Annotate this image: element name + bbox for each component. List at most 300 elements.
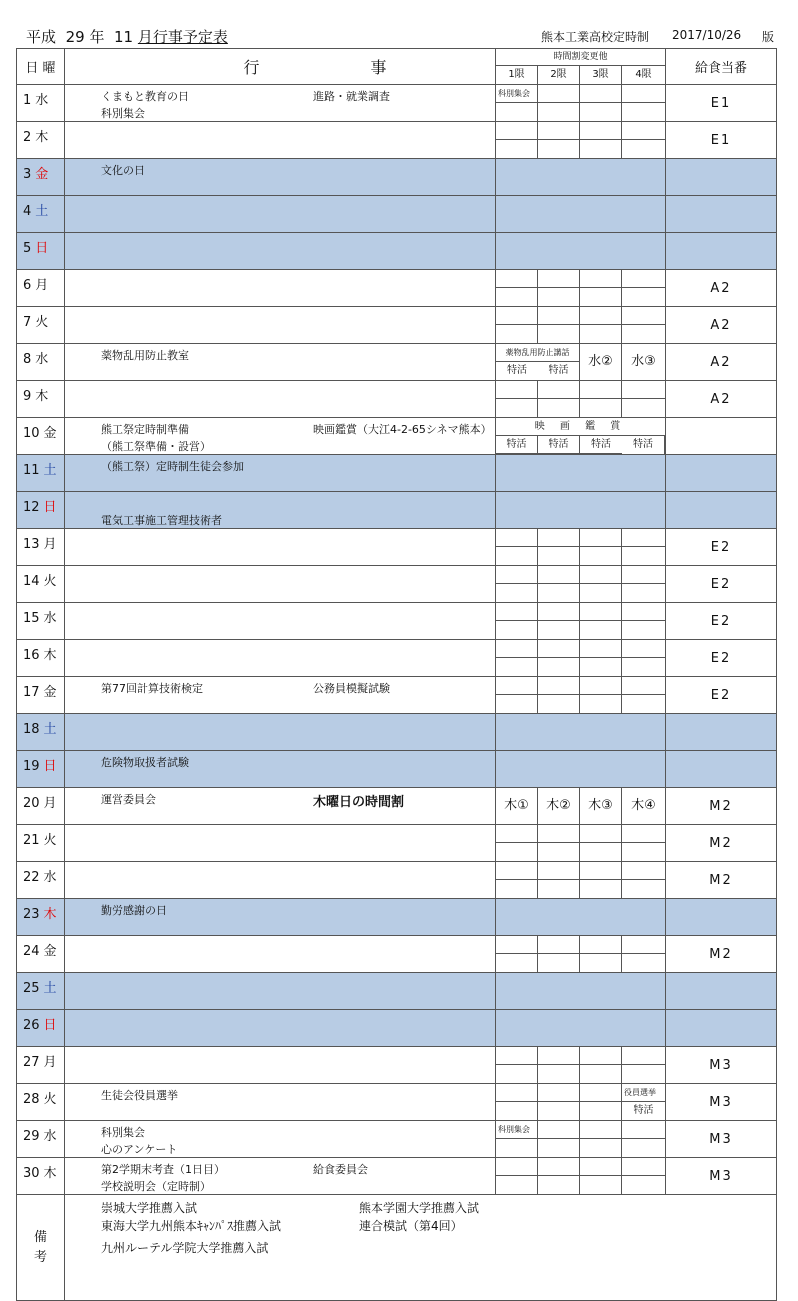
event-header-char-2: 事: [370, 58, 387, 77]
period-cell: [538, 862, 580, 880]
timetable-cell: [496, 899, 666, 936]
period-cell: [538, 1158, 580, 1176]
event-line-1: 薬物乱用防止教室: [101, 349, 189, 362]
period-cell: [496, 880, 538, 898]
period-cell: [622, 584, 665, 602]
biko-item: 崇城大学推薦入試: [101, 1201, 198, 1215]
period-cell: [496, 954, 538, 972]
weekday: 木: [35, 130, 49, 145]
day-number: 30: [23, 1166, 40, 1181]
timetable-cell: [496, 529, 666, 566]
period-cell: [580, 1121, 622, 1139]
day-cell: [17, 196, 65, 233]
day-cell: [17, 1084, 65, 1121]
period-cell: 特活: [580, 436, 622, 454]
day-cell: [17, 492, 65, 529]
event-column-header: [65, 49, 496, 85]
period-cell: 木①: [496, 788, 538, 824]
lunch-duty-cell: E2: [666, 677, 777, 714]
period-cell: 科別集会: [496, 1121, 538, 1139]
day-number: 19: [23, 759, 40, 774]
event-line-2: 電気工事施工管理技術者: [101, 514, 222, 527]
lunch-duty-cell: M2: [666, 936, 777, 973]
period-cell: 特活: [507, 365, 527, 376]
lunch-duty-cell: [666, 159, 777, 196]
period-cell: [580, 1065, 622, 1083]
timetable-cell: [496, 418, 666, 455]
period-cell: [580, 843, 622, 861]
event-line-1: 危険物取扱者試験: [101, 756, 189, 769]
lunch-duty-cell: M3: [666, 1121, 777, 1158]
period-cell: [622, 1158, 665, 1176]
day-number: 3: [23, 167, 32, 182]
day-number: 11: [23, 463, 40, 478]
table-row: [17, 85, 777, 122]
event-cell: [65, 566, 496, 603]
period-cell: [538, 843, 580, 861]
day-cell: [17, 714, 65, 751]
period-cell: [580, 954, 622, 972]
period-cell: [622, 880, 665, 898]
table-row: [17, 973, 777, 1010]
period-cell: [496, 399, 538, 417]
weekday: 月: [43, 537, 57, 552]
period-cell: [580, 825, 622, 843]
weekday: 水: [43, 611, 57, 626]
event-line-2: （熊工祭準備・設営）: [101, 440, 211, 453]
period-cell: [496, 1084, 538, 1102]
year-unit: 年: [89, 28, 105, 46]
day-number: 22: [23, 870, 40, 885]
day-number: 15: [23, 611, 40, 626]
weekday: 金: [35, 167, 49, 182]
weekday: 金: [43, 944, 57, 959]
day-cell: [17, 85, 65, 122]
table-row: [17, 1158, 777, 1195]
day-column-header: 日 曜: [17, 49, 65, 85]
event-line-1: くまもと教育の日: [101, 90, 189, 103]
period-cell: [622, 677, 665, 695]
biko-item: 九州ルーテル学院大学推薦入試: [101, 1241, 269, 1255]
weekday: 日: [43, 500, 57, 515]
period-cell: [622, 529, 665, 547]
timetable-cell: [496, 196, 666, 233]
day-number: 21: [23, 833, 40, 848]
period-headers: [496, 66, 665, 84]
event-line-1: 生徒会役員選挙: [101, 1089, 178, 1102]
table-row: [17, 640, 777, 677]
period-cell: [622, 825, 665, 843]
period-cell: [580, 603, 622, 621]
period-cell: [538, 103, 580, 121]
page-title: [26, 26, 228, 47]
period-cell: [580, 288, 622, 306]
lunch-duty-cell: A2: [666, 270, 777, 307]
day-cell: [17, 381, 65, 418]
table-row: [17, 1010, 777, 1047]
timetable-cell: [496, 1047, 666, 1084]
day-number: 29: [23, 1129, 40, 1144]
table-row: [17, 344, 777, 381]
day-cell: [17, 603, 65, 640]
event-cell: [65, 492, 496, 529]
day-cell: [17, 1121, 65, 1158]
timetable-cell: [496, 85, 666, 122]
day-cell: [17, 640, 65, 677]
period-cell: [580, 547, 622, 565]
period-cell: 映 画 鑑 賞: [496, 418, 665, 436]
day-cell: [17, 1158, 65, 1195]
timetable-column-header: [496, 49, 666, 85]
timetable-cell: [496, 492, 666, 529]
weekday: 土: [43, 463, 57, 478]
period-cell: 木③: [580, 788, 622, 824]
period-cell: [496, 584, 538, 602]
lunch-duty-cell: [666, 751, 777, 788]
weekday: 月: [43, 1055, 57, 1070]
period-cell: [538, 1084, 580, 1102]
event-cell: [65, 973, 496, 1010]
day-number: 23: [23, 907, 40, 922]
period-cell: [622, 695, 665, 713]
weekday: 木: [43, 648, 57, 663]
period-cell: [538, 1047, 580, 1065]
timetable-cell: [496, 1084, 666, 1121]
event-right-1: 公務員模擬試験: [313, 682, 390, 695]
period-cell: [580, 584, 622, 602]
table-row: [17, 270, 777, 307]
table-row: [17, 788, 777, 825]
event-cell: [65, 270, 496, 307]
timetable-cell: [496, 270, 666, 307]
day-cell: [17, 1047, 65, 1084]
weekday: 火: [43, 833, 57, 848]
day-cell: [17, 418, 65, 455]
period-cell: 水②: [580, 344, 622, 380]
period-cell: 特活: [496, 436, 538, 454]
weekday: 土: [43, 722, 57, 737]
event-right-1: 進路・就業調査: [313, 90, 390, 103]
table-row: [17, 196, 777, 233]
period-cell: [622, 1065, 665, 1083]
weekday: 金: [43, 426, 57, 441]
lunch-duty-cell: [666, 233, 777, 270]
period-cell: [496, 825, 538, 843]
table-row: [17, 825, 777, 862]
period-cell: 木④: [631, 798, 656, 813]
period-cell: [496, 936, 538, 954]
event-cell: [65, 714, 496, 751]
period-cell: [622, 140, 665, 158]
year-value: 29: [65, 28, 85, 46]
period-cell: [538, 529, 580, 547]
period-cell: [496, 103, 538, 121]
lunch-duty-cell: E2: [666, 566, 777, 603]
period-cell: [580, 103, 622, 121]
table-row: [17, 677, 777, 714]
event-cell: [65, 529, 496, 566]
period-cell: [538, 288, 580, 306]
day-number: 9: [23, 389, 32, 404]
period-cell: [580, 621, 622, 639]
day-number: 16: [23, 648, 40, 663]
day-number: 10: [23, 426, 40, 441]
period-cell: [538, 695, 580, 713]
weekday: 水: [35, 93, 49, 108]
lunch-duty-cell: [666, 196, 777, 233]
table-row: [17, 714, 777, 751]
period-cell: [622, 122, 665, 140]
period-cell: 特活: [633, 1105, 654, 1116]
period-cell: [496, 677, 538, 695]
period-cell: [580, 529, 622, 547]
period-cell: [496, 547, 538, 565]
timetable-cell: [496, 973, 666, 1010]
period-cell: [538, 603, 580, 621]
table-row: [17, 1047, 777, 1084]
lunch-duty-cell: A2: [666, 381, 777, 418]
day-cell: [17, 159, 65, 196]
period-cell: [538, 381, 580, 399]
event-line-2: 学校説明会（定時制）: [101, 1180, 211, 1193]
period-cell: [580, 1176, 622, 1194]
period-cell: [496, 140, 538, 158]
table-row: [17, 122, 777, 159]
period-cell: [622, 1047, 665, 1065]
period-cell: [622, 1139, 665, 1157]
day-cell: [17, 233, 65, 270]
period-cell: [496, 1047, 538, 1065]
period-cell: [580, 695, 622, 713]
period-cell: [538, 1065, 580, 1083]
period-cell: [538, 1121, 580, 1139]
period-cell: [580, 880, 622, 898]
timetable-cell: [496, 122, 666, 159]
event-cell: [65, 677, 496, 714]
timetable-cell: [496, 936, 666, 973]
weekday: 水: [35, 352, 49, 367]
lunch-duty-cell: [666, 899, 777, 936]
timetable-header-label: 時間割変更他: [496, 50, 665, 66]
period-cell: [496, 1176, 538, 1194]
period-cell: [622, 103, 665, 121]
period-cell: [538, 399, 580, 417]
period-cell: [496, 529, 538, 547]
table-row: [17, 1084, 777, 1121]
period-cell: [580, 640, 622, 658]
period-cell: [580, 677, 622, 695]
table-row: [17, 566, 777, 603]
day-cell: [17, 862, 65, 899]
period-cell: [622, 1121, 665, 1139]
period-cell: 役員選挙: [622, 1084, 665, 1102]
lunch-duty-cell: [666, 455, 777, 492]
period-cell: [580, 936, 622, 954]
timetable-cell: [496, 344, 666, 381]
period-cell: [622, 603, 665, 621]
biko-item: 連合模試（第4回）: [359, 1219, 463, 1233]
lunch-duty-cell: E2: [666, 529, 777, 566]
period-cell: [496, 1158, 538, 1176]
lunch-duty-cell: [666, 492, 777, 529]
period-cell: [496, 695, 538, 713]
timetable-cell: [496, 1158, 666, 1195]
weekday: 月: [35, 278, 49, 293]
period-cell: 特活: [538, 436, 580, 454]
weekday: 木: [35, 389, 49, 404]
period-cell: [538, 307, 580, 325]
version-label: 版: [762, 30, 775, 44]
event-cell: [65, 196, 496, 233]
weekday: 火: [43, 1092, 57, 1107]
lunch-duty-cell: A2: [666, 307, 777, 344]
event-cell: [65, 603, 496, 640]
day-number: 28: [23, 1092, 40, 1107]
page-header: [0, 0, 798, 46]
table-row: [17, 492, 777, 529]
weekday: 土: [35, 204, 49, 219]
issue-date: 2017/10/26: [672, 28, 742, 42]
day-cell: [17, 788, 65, 825]
day-number: 26: [23, 1018, 40, 1033]
event-cell: [65, 1121, 496, 1158]
day-cell: [17, 344, 65, 381]
timetable-cell: [496, 825, 666, 862]
event-cell: [65, 159, 496, 196]
period-cell: [538, 566, 580, 584]
period-cell: [580, 1139, 622, 1157]
lunch-duty-cell: A2: [666, 344, 777, 381]
event-header-char-1: 行: [243, 58, 260, 77]
event-cell: [65, 418, 496, 455]
lunch-duty-cell: M3: [666, 1158, 777, 1195]
timetable-cell: [496, 233, 666, 270]
title-text: 月行事予定表: [137, 28, 228, 46]
weekday: 月: [43, 796, 57, 811]
weekday: 土: [43, 981, 57, 996]
weekday: 日: [43, 759, 57, 774]
event-line-1: 第77回計算技術検定: [101, 682, 203, 695]
table-row: [17, 529, 777, 566]
weekday: 木: [43, 907, 57, 922]
day-cell: [17, 270, 65, 307]
day-number: 1: [23, 93, 32, 108]
period-4-header: 4限: [635, 68, 652, 80]
event-cell: [65, 1047, 496, 1084]
day-cell: [17, 307, 65, 344]
day-cell: [17, 936, 65, 973]
period-cell: [622, 862, 665, 880]
day-number: 6: [23, 278, 32, 293]
biko-row: [17, 1195, 777, 1301]
period-cell: [622, 547, 665, 565]
event-line-1: （熊工祭）定時制生徒会参加: [101, 460, 244, 473]
period-cell: [496, 843, 538, 861]
day-number: 27: [23, 1055, 40, 1070]
day-number: 7: [23, 315, 32, 330]
lunch-duty-cell: E2: [666, 603, 777, 640]
day-number: 12: [23, 500, 40, 515]
period-cell: [538, 880, 580, 898]
timetable-cell: [496, 566, 666, 603]
period-cell: [538, 547, 580, 565]
period-cell: [580, 399, 622, 417]
event-cell: [65, 307, 496, 344]
event-line-2: 科別集会: [101, 107, 145, 120]
period-cell: [622, 399, 665, 417]
period-cell: [538, 1176, 580, 1194]
event-right-1: 映画鑑賞（大江4-2-65シネマ熊本）: [313, 423, 492, 436]
day-number: 2: [23, 130, 32, 145]
event-cell: [65, 936, 496, 973]
period-cell: [538, 677, 580, 695]
day-number: 25: [23, 981, 40, 996]
event-cell: [65, 825, 496, 862]
weekday: 火: [35, 315, 49, 330]
period-cell: [622, 843, 665, 861]
period-cell: [538, 936, 580, 954]
table-row: [17, 751, 777, 788]
period-cell: [496, 381, 538, 399]
event-right-1: 給食委員会: [313, 1163, 368, 1176]
period-cell: [496, 1139, 538, 1157]
event-cell: [65, 122, 496, 159]
period-cell: [496, 288, 538, 306]
event-cell: [65, 899, 496, 936]
timetable-cell: [496, 640, 666, 677]
period-cell: [622, 621, 665, 639]
period-cell: [580, 307, 622, 325]
period-cell: [580, 381, 622, 399]
day-number: 20: [23, 796, 40, 811]
period-cell: [538, 140, 580, 158]
day-number: 24: [23, 944, 40, 959]
lunch-duty-cell: M2: [666, 825, 777, 862]
period-cell: [538, 621, 580, 639]
period-cell: 特活: [538, 362, 580, 380]
table-row: [17, 899, 777, 936]
table-row: [17, 936, 777, 973]
lunch-duty-cell: M2: [666, 862, 777, 899]
period-cell: 科別集会: [496, 85, 538, 103]
period-cell: [496, 640, 538, 658]
period-cell: [538, 825, 580, 843]
period-cell: [622, 325, 665, 343]
event-emphasis: 木曜日の時間割: [313, 795, 405, 810]
lunch-duty-cell: M3: [666, 1047, 777, 1084]
period-cell: [538, 1139, 580, 1157]
event-cell: [65, 233, 496, 270]
period-cell: [496, 1102, 538, 1120]
period-cell: [580, 1158, 622, 1176]
timetable-cell: [496, 751, 666, 788]
event-cell: [65, 455, 496, 492]
table-row: [17, 233, 777, 270]
timetable-cell: [496, 1121, 666, 1158]
weekday: 木: [43, 1166, 57, 1181]
event-line-1: 熊工祭定時制準備: [101, 423, 189, 436]
period-cell: [622, 1176, 665, 1194]
period-cell: [538, 1102, 580, 1120]
period-cell: [538, 640, 580, 658]
period-cell: [622, 270, 665, 288]
event-cell: [65, 1010, 496, 1047]
lunch-duty-cell: [666, 973, 777, 1010]
period-cell: [622, 307, 665, 325]
event-cell: [65, 85, 496, 122]
timetable-cell: [496, 603, 666, 640]
period-cell: [496, 325, 538, 343]
